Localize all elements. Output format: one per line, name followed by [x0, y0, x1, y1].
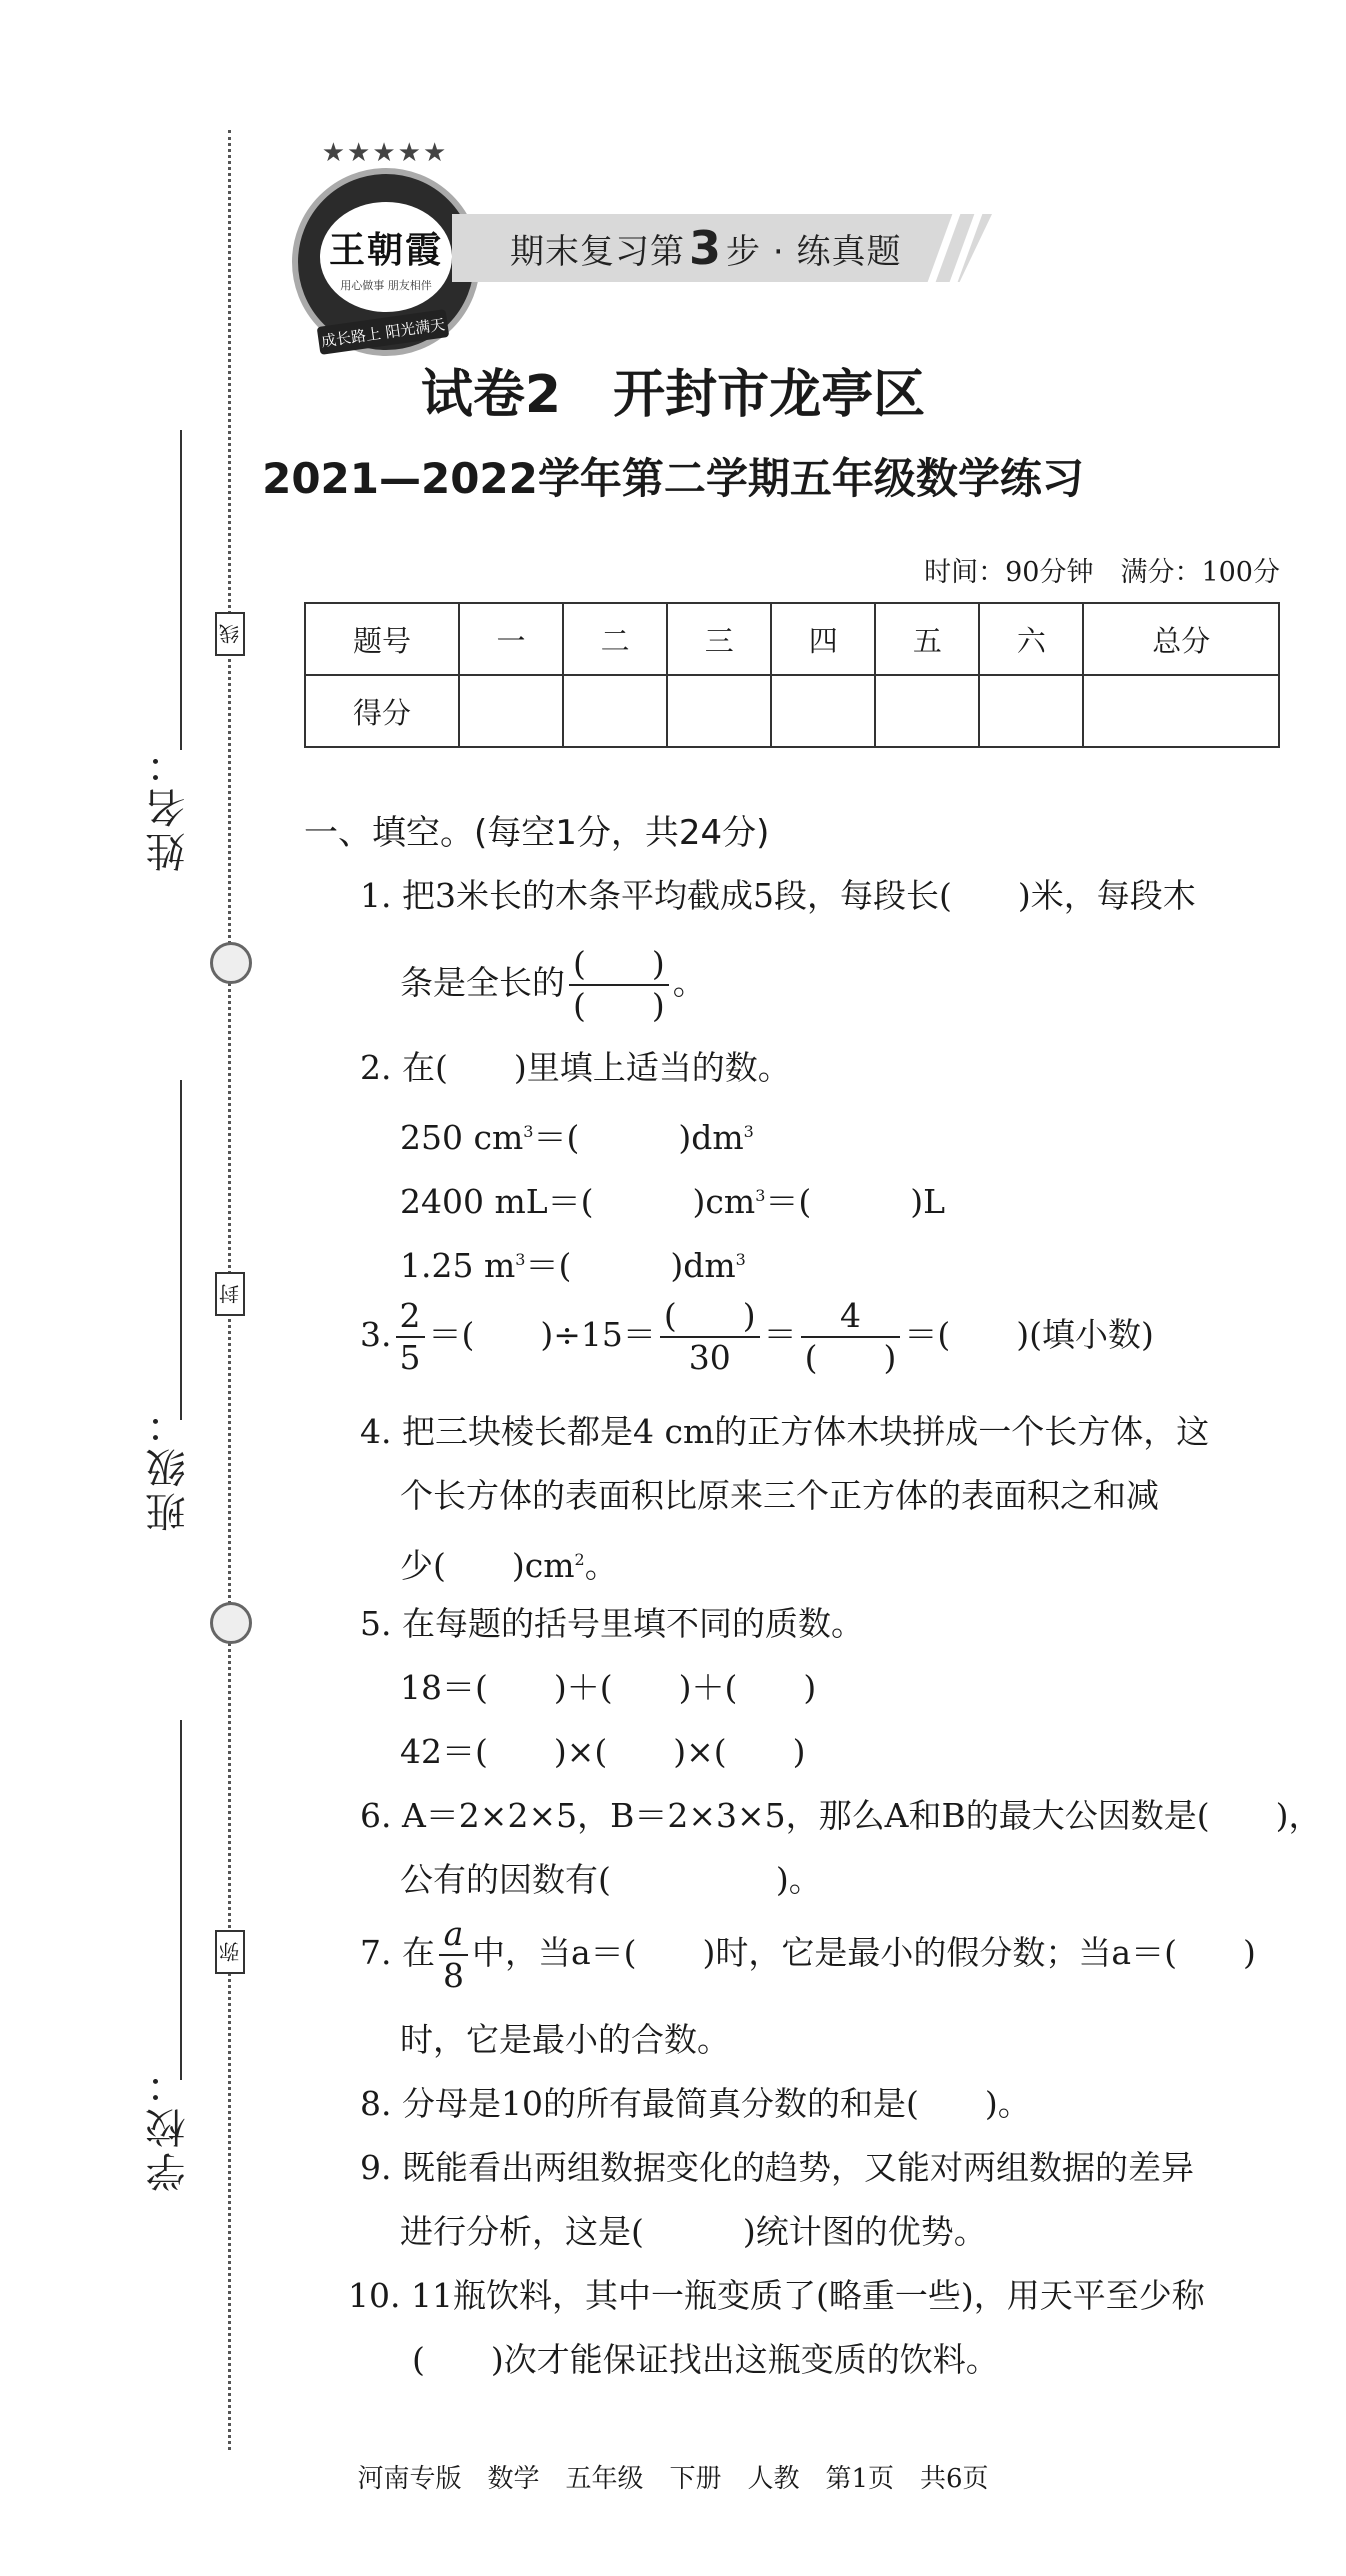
score-input-cell[interactable]: [875, 675, 979, 747]
banner-post: 步 · 练真题: [726, 231, 902, 272]
school-underline: [180, 1720, 182, 2080]
class-label: 班级：: [146, 1400, 192, 1532]
table-cell: 题号: [305, 603, 459, 675]
question-5-line-2: 18＝( )＋( )＋( ): [400, 1668, 817, 1707]
logo-name: 王朝霞: [328, 229, 443, 271]
school-label: 学校：: [146, 2060, 192, 2192]
q3-text: ＝( )(填小数): [904, 1315, 1154, 1354]
exam-subtitle: 2021—2022学年第二学期五年级数学练习: [262, 454, 1084, 503]
q7-text: 中，当a＝( )时，它是最小的假分数；当a＝( ): [471, 1933, 1256, 1972]
seal-mark-seal2: 弥: [215, 1930, 245, 1974]
fraction-denominator: 5: [399, 1338, 421, 1377]
seal-mark-seal: 封: [215, 1272, 245, 1316]
seal-mark-line: 线: [215, 612, 245, 656]
section-heading: 一、填空。(每空1分，共24分): [304, 813, 770, 853]
fraction-numerator: ( ): [660, 1296, 760, 1338]
fraction-denominator: ( ): [804, 1338, 897, 1377]
q3-text: ＝( )÷15＝: [428, 1315, 656, 1354]
score-input-cell[interactable]: [667, 675, 771, 747]
exponent: 3: [755, 1186, 766, 1205]
fraction-numerator: 2: [396, 1296, 425, 1338]
question-1-line-2: [400, 944, 706, 1026]
table-cell: 三: [667, 603, 771, 675]
question-6-line-1: 6. A＝2×2×5，B＝2×3×5，那么A和B的最大公因数是( )，: [360, 1796, 1322, 1835]
q2-text: 2400 mL＝( )cm: [400, 1182, 756, 1221]
question-5-line-1: 5. 在每题的括号里填不同的质数。: [360, 1604, 864, 1643]
q1-text: 条是全长的: [400, 963, 565, 1002]
fraction: [660, 1296, 760, 1378]
fraction-denominator: ( ): [573, 986, 665, 1025]
q4-text: 少( )cm: [400, 1546, 575, 1585]
logo-ribbon: 成长路上 阳光满天: [317, 309, 450, 355]
q3-text: 3.: [360, 1315, 392, 1354]
table-cell: 得分: [305, 675, 459, 747]
exponent: 3: [515, 1250, 526, 1269]
q2-text: ＝( )dm: [533, 1118, 744, 1157]
exponent: 2: [574, 1550, 585, 1569]
banner-step-number: 3: [689, 221, 723, 275]
exam-title: 试卷2 开封市龙亭区: [420, 365, 926, 425]
logo-stars-icon: ★★★★★: [321, 138, 449, 168]
question-2-line-1: 2. 在( )里填上适当的数。: [360, 1048, 791, 1087]
question-4-line-1: 4. 把三块棱长都是4 cm的正方体木块拼成一个长方体，这: [360, 1412, 1210, 1451]
swirl-ornament-icon: [210, 1602, 252, 1644]
table-cell: 六: [979, 603, 1083, 675]
question-9-line-1: 9. 既能看出两组数据变化的趋势，又能对两组数据的差异: [360, 2148, 1194, 2187]
score-input-cell[interactable]: [563, 675, 667, 747]
page-footer: 河南专版 数学 五年级 下册 人教 第1页 共6页: [357, 2464, 989, 2494]
score-input-cell[interactable]: [979, 675, 1083, 747]
question-3: [360, 1296, 1154, 1378]
logo-slogan: 用心做事 朋友相伴: [340, 278, 432, 292]
question-6-line-2: 公有的因数有( )。: [400, 1860, 822, 1899]
question-8: 8. 分母是10的所有最简真分数的和是( )。: [360, 2084, 1031, 2123]
score-table-score-row: [305, 675, 1279, 747]
q2-text: ＝( )dm: [525, 1246, 736, 1285]
fraction: [801, 1296, 901, 1378]
fraction: [569, 944, 669, 1026]
q2-text: 250 cm: [400, 1118, 524, 1157]
fraction: [439, 1914, 468, 1996]
fraction-numerator: ( ): [569, 944, 669, 986]
table-cell: 总分: [1083, 603, 1279, 675]
question-5-line-3: 42＝( )×( )×( ): [400, 1732, 806, 1771]
question-2-line-2: [400, 1112, 754, 1158]
question-2-line-4: [400, 1240, 746, 1286]
fraction-denominator: 8: [442, 1956, 464, 1995]
name-label: 姓名：: [146, 740, 192, 872]
question-10-line-1: 10. 11瓶饮料，其中一瓶变质了(略重一些)，用天平至少称: [348, 2276, 1205, 2315]
question-2-line-3: [400, 1176, 945, 1222]
table-cell: 二: [563, 603, 667, 675]
exponent: 3: [735, 1250, 746, 1269]
fraction-numerator: 4: [801, 1296, 901, 1338]
question-4-line-3: [400, 1540, 618, 1586]
swirl-ornament-icon: [210, 942, 252, 984]
exponent: 3: [523, 1122, 534, 1141]
fraction: [396, 1296, 425, 1378]
question-10-line-2: ( )次才能保证找出这瓶变质的饮料。: [412, 2340, 999, 2379]
exponent: 3: [743, 1122, 754, 1141]
score-input-cell[interactable]: [771, 675, 875, 747]
question-4-line-2: 个长方体的表面积比原来三个正方体的表面积之和减: [400, 1476, 1159, 1515]
question-7-line-1: [360, 1914, 1256, 1996]
question-7-line-2: 时，它是最小的合数。: [400, 2020, 730, 2059]
score-table-header-row: [305, 603, 1279, 675]
q1-end: 。: [672, 963, 706, 1002]
class-underline: [180, 1080, 182, 1420]
q2-text: ＝( )L: [765, 1182, 946, 1221]
table-cell: 五: [875, 603, 979, 675]
score-input-cell[interactable]: [459, 675, 563, 747]
q3-text: ＝: [763, 1315, 797, 1354]
time-and-score-info: 时间：90分钟 满分：100分: [924, 557, 1280, 588]
fraction-numerator: a: [439, 1914, 468, 1956]
banner-text: [510, 214, 901, 282]
score-input-cell[interactable]: [1083, 675, 1279, 747]
fraction-denominator: 30: [688, 1338, 731, 1377]
question-1-line-1: 1. 把3米长的木条平均截成5段，每段长( )米，每段木: [360, 876, 1196, 915]
q4-text: 。: [584, 1546, 618, 1585]
q7-text: 7. 在: [360, 1933, 435, 1972]
question-9-line-2: 进行分析，这是( )统计图的优势。: [400, 2212, 987, 2251]
table-cell: 四: [771, 603, 875, 675]
table-cell: 一: [459, 603, 563, 675]
banner-pre: 期末复习第: [510, 231, 685, 272]
q2-text: 1.25 m: [400, 1246, 516, 1285]
score-table: [304, 602, 1280, 748]
